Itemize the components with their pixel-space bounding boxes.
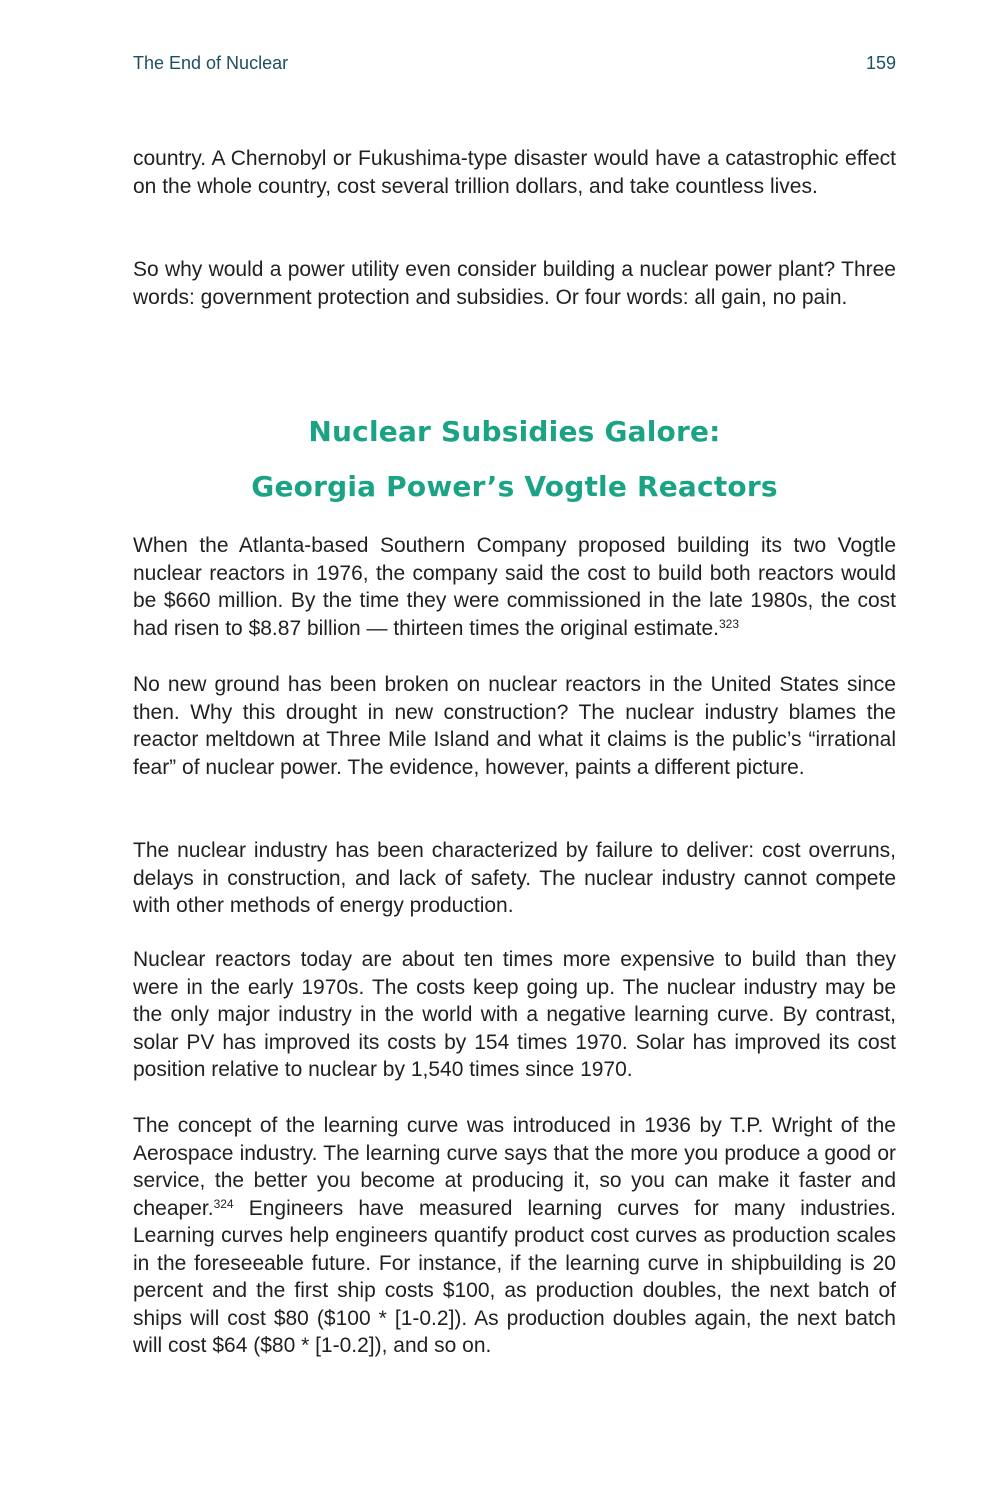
paragraph-text: Nuclear reactors today are about ten times more expensive to build than they were in the early 1970s. The costs keep going up. The nuclear industry may be the only major industry in the world with a negative learning curve. By contrast, solar PV has improved its costs by 154 times 1970. Solar has improved its cost position relative to nuclear by 1,540 times since 1970. [133, 948, 896, 1081]
paragraph-1 [133, 145, 896, 200]
paragraph-text-span: Engineers have measured learning curves for many industries. Learning curves help engineers quantify product cost curves as production scales in the foreseeable future. For instance, if the learning curve in shipbuilding is 20 percent and the first ship costs $100, as production doubles, the next batch of ships will cost $80 ($100 * [1-0.2]). As production doubles again, the next batch will cost $64 ($80 * [1-0.2]), and so on. [133, 1196, 896, 1357]
paragraph-text: The nuclear industry has been characterized by failure to deliver: cost overruns, delays in construction, and lack of safety. The nuclear industry cannot compete with other methods of energy production. [133, 839, 896, 917]
paragraph-text-span: The concept of the learning curve was introduced in 1936 by T.P. Wright of the Aerospace industry. The learning curve says that the more you produce a good or service, the better you become at producing it, so you can make it faster and cheaper. [133, 1114, 896, 1220]
running-title: The End of Nuclear [133, 53, 289, 73]
running-header [133, 53, 896, 77]
paragraph-text: No new ground has been broken on nuclear reactors in the United States since then. Why this drought in new construction? The nuclear industry blames the reactor meltdown at Three Mile Island and what it claims is the public’s “irrational fear” of nuclear power. The evidence, however, paints a different picture. [133, 673, 896, 779]
paragraph-4 [133, 671, 896, 781]
section-heading-line-2: Georgia Power’s Vogtle Reactors [251, 470, 778, 503]
footnote-ref-324: 324 [213, 1196, 234, 1211]
paragraph-6 [133, 946, 896, 1084]
paragraph-5 [133, 837, 896, 920]
paragraph-text: So why would a power utility even consider building a nuclear power plant? Three words: government protection and subsidies. Or four words: all gain, no pain. [133, 258, 896, 309]
paragraph-text [133, 532, 896, 642]
paragraph-text: country. A Chernobyl or Fukushima-type disaster would have a catastrophic effect on the whole country, cost several trillion dollars, and take countless lives. [133, 147, 896, 198]
footnote-ref-323: 323 [718, 616, 740, 631]
page-number: 159 [865, 53, 896, 73]
section-heading-line-1: Nuclear Subsidies Galore: [308, 415, 721, 448]
paragraph-3 [133, 532, 896, 642]
paragraph-text [133, 1112, 896, 1360]
paragraph-2 [133, 256, 896, 311]
paragraph-7 [133, 1112, 896, 1360]
paragraph-text-span: When the Atlanta-based Southern Company proposed building its two Vogtle nuclear reactors in 1976, the company said the cost to build both reactors would be $660 million. By the time they were commissioned in the late 1980s, the cost had risen to $8.87 billion — thirteen times the original estimate. [133, 534, 896, 640]
